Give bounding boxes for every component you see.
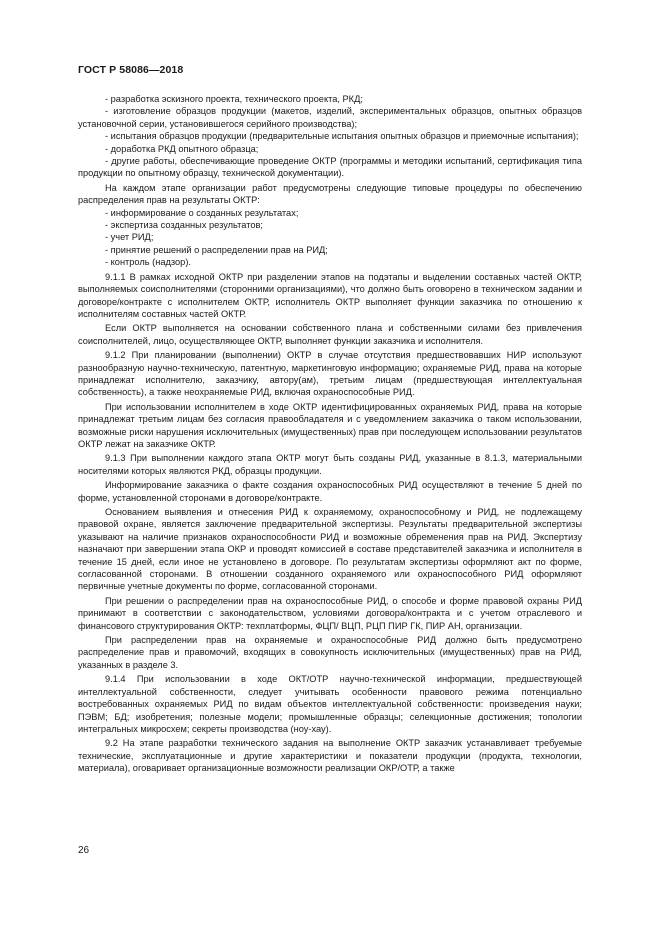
- paragraph: 9.1.1 В рамках исходной ОКТР при разделении этапов на подэтапы и выделении составных частей ОКТР, выполняемых соисполнителями (сторонними организациями), что должно быть оговорено в техническом задании и договоре/контракте с исполнителем ОКТР, исполнитель ОКТР выполняет функции заказчика по отношению к исполнителям составных частей ОКТР.: [78, 271, 582, 319]
- paragraph: - принятие решений о распределении прав на РИД;: [105, 244, 328, 255]
- paragraph: 9.2 На этапе разработки технического задания на выполнение ОКТР заказчик устанавливает требуемые технические, эксплуатационные и другие характеристики и показатели продукции (продукта, технологии, материала), оговаривает организационные возможности реализации ОКР/ОТР, а также: [78, 738, 582, 774]
- paragraph: Информирование заказчика о факте создания охраноспособных РИД осуществляют в течение 5 дней по форме, установленной сторонами в договоре/контракте.: [78, 480, 582, 503]
- paragraph: При использовании исполнителем в ходе ОКТР идентифицированных охраняемых РИД, права на которые принадлежат третьим лицам без согласия правообладателя и с уведомлением заказчика о таком использовании, возможные риски нарушения исключительных (имущественных) прав при последующем использовании результатов ОКТР лежат на заказчике ОКТР.: [78, 401, 582, 449]
- paragraph: - доработка РКД опытного образца;: [105, 143, 259, 154]
- document-code-header: ГОСТ Р 58086—2018: [78, 64, 184, 76]
- paragraph: Если ОКТР выполняется на основании собственного плана и собственными силами без привлечения соисполнителей, лицо, осуществляющее ОКТР, выполняет функции заказчика и исполнителя.: [78, 323, 582, 346]
- paragraph: Основанием выявления и отнесения РИД к охраняемому, охраноспособному и РИД, не подлежащему правовой охране, является заключение предварительной экспертизы. Результаты предварительной экспертизы указывают на наличие признаков охраноспособности РИД и возможные обременения прав на РИД. Экспертизу назначают при завершении этапа ОКР и проводят комиссией в составе представителей заказчика и исполнителя в течение 15 дней, если иное не установлено в договоре. По результатам экспертизы оформляют акт по форме, согласованной сторонами. В отношении созданного охраняемого или охраноспособного РИД оформляют первичные учетные документы по форме, согласованной сторонами.: [78, 507, 582, 592]
- page-number: 26: [78, 845, 90, 856]
- paragraph: - контроль (надзор).: [105, 257, 191, 268]
- paragraph: На каждом этапе организации работ предусмотрены следующие типовые процедуры по обеспечению распределения прав на результаты ОКТР:: [78, 182, 582, 206]
- paragraph: - информирование о созданных результатах;: [105, 207, 299, 218]
- paragraph: 9.1.2 При планировании (выполнении) ОКТР в случае отсутствия предшествовавших НИР используют разнообразную научно-техническую, патентную, маркетинговую информацию; охраняемые РИД, права на которые принадлежат исполнителю, заказчику, автору(ам), третьим лицам (предшествующая интеллектуальная собственность), а также неохраняемые РИД, включая охраноспособные РИД.: [78, 350, 582, 398]
- paragraph: При распределении прав на охраняемые и охраноспособные РИД должно быть предусмотрено распределение прав и правомочий, входящих в совокупность исключительных (имущественных) прав на РИД, указанных в разделе 3.: [78, 635, 582, 670]
- paragraph: - разработка эскизного проекта, технического проекта, РКД;: [105, 94, 363, 104]
- paragraph: 9.1.3 При выполнении каждого этапа ОКТР могут быть созданы РИД, указанные в 8.1.3, материальными носителями которых являются РКД, образцы продукции.: [78, 453, 582, 476]
- paragraph: 9.1.4 При использовании в ходе ОКТ/ОТР научно-технической информации, предшествующей интеллектуальной собственности, следует учитывать особенности правового режима потенциально востребованных охраняемых РИД по видам объектов интеллектуальной собственности: произведения науки; ПЭВМ; БД; изобретения; полезные модели; промышленные образцы; селекционные достижения; топологии интегральных микросхем; секреты производства (ноу-хау).: [78, 674, 582, 734]
- paragraph: - изготовление образцов продукции (макетов, изделий, экспериментальных образцов, опытных образцов установочной серии, установившегося серийного производства);: [78, 106, 582, 129]
- document-body: [78, 93, 582, 775]
- paragraph: - экспертиза созданных результатов;: [105, 220, 263, 231]
- paragraph: При решении о распределении прав на охраноспособные РИД, о способе и форме правовой охраны РИД принимают в соответствии с законодательством, условиями договора/контракта и с учетом отраслевого и финансового структурирования ОКТР: техплатформы, ФЦП/ ВЦП, РЦП ПИР ГК, ПИР АН, организации.: [78, 595, 582, 631]
- paragraph: - другие работы, обеспечивающие проведение ОКТР (программы и методики испытаний, сертификация типа продукции по опытному образцу, технической документации).: [78, 156, 582, 179]
- paragraph: - испытания образцов продукции (предварительные испытания опытных образцов и приемочные испытания);: [105, 131, 579, 142]
- paragraph: - учет РИД;: [105, 232, 154, 243]
